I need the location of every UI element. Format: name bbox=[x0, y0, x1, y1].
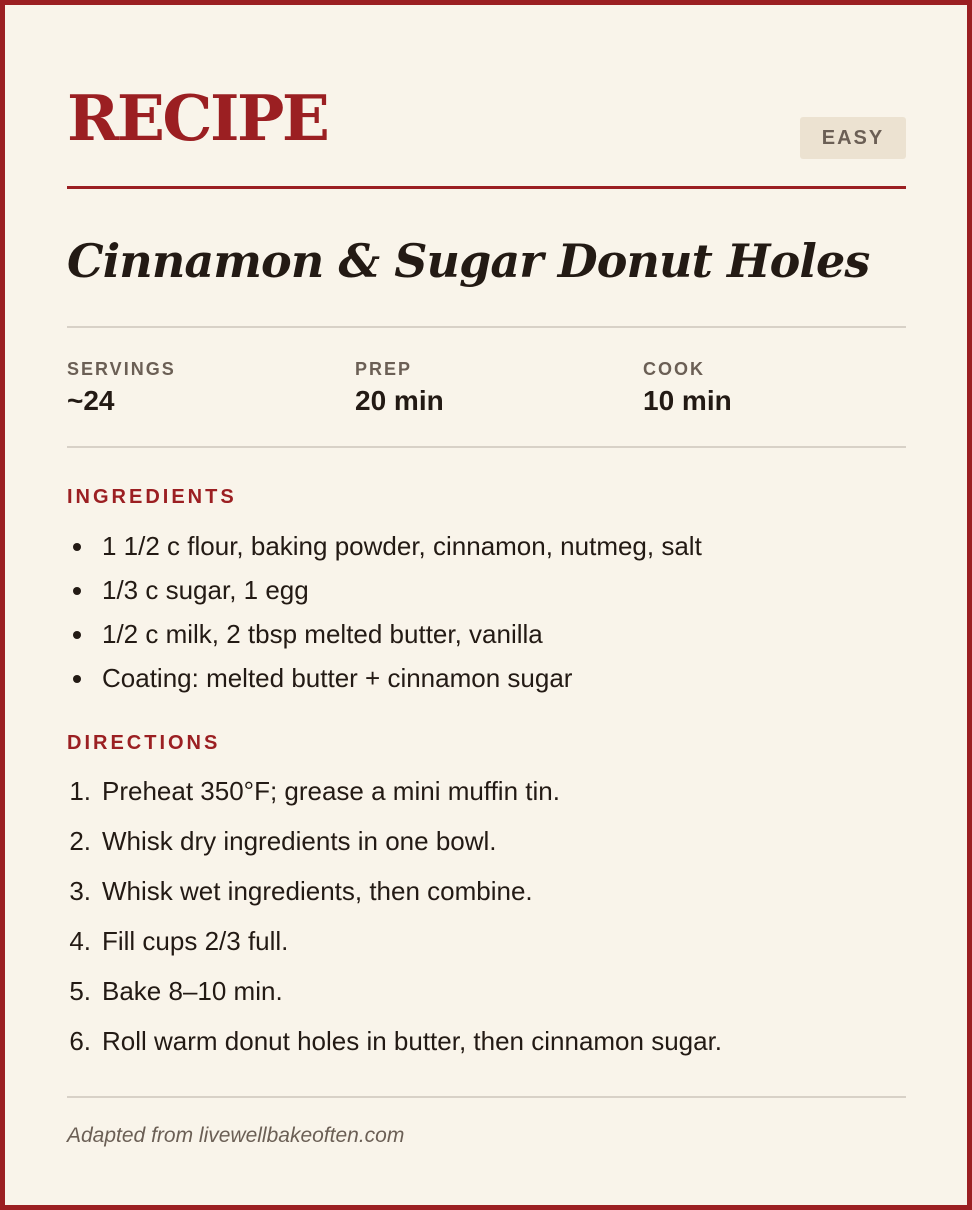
directions-heading: DIRECTIONS bbox=[67, 732, 221, 754]
bullet-icon bbox=[73, 587, 81, 595]
step-text: Preheat 350°F; grease a mini muffin tin. bbox=[102, 776, 560, 806]
bullet-icon bbox=[73, 631, 81, 639]
ingredient-item bbox=[67, 524, 906, 568]
step-text: Fill cups 2/3 full. bbox=[102, 926, 289, 956]
ingredient-text: 1/2 c milk, 2 tbsp melted butter, vanilla bbox=[102, 619, 543, 649]
step-number: 1. bbox=[69, 776, 91, 806]
ingredients-heading: INGREDIENTS bbox=[67, 486, 237, 508]
ingredient-item bbox=[67, 568, 906, 612]
ingredient-item bbox=[67, 656, 906, 700]
divider-top bbox=[67, 326, 906, 328]
step-number: 2. bbox=[69, 826, 91, 856]
source-attribution: Adapted from livewellbakeoften.com bbox=[67, 1124, 405, 1147]
cook-label: COOK bbox=[643, 359, 705, 379]
recipe-brand-title: RECIPE bbox=[67, 81, 328, 155]
difficulty-badge: EASY bbox=[800, 117, 906, 159]
recipe-meta bbox=[67, 355, 906, 425]
step-number: 5. bbox=[69, 976, 91, 1006]
cook-value: 10 min bbox=[643, 385, 732, 416]
servings-value: ~24 bbox=[67, 385, 115, 416]
ingredients-list bbox=[67, 524, 906, 700]
recipe-header bbox=[67, 81, 906, 189]
prep-info bbox=[355, 355, 605, 420]
direction-step bbox=[57, 816, 906, 866]
ingredient-text: Coating: melted butter + cinnamon sugar bbox=[102, 663, 573, 693]
step-number: 3. bbox=[69, 876, 91, 906]
step-text: Bake 8–10 min. bbox=[102, 976, 283, 1006]
direction-step bbox=[57, 916, 906, 966]
ingredient-text: 1 1/2 c flour, baking powder, cinnamon, nutmeg, salt bbox=[102, 531, 702, 561]
direction-step bbox=[57, 966, 906, 1016]
recipe-title: Cinnamon & Sugar Donut Holes bbox=[67, 234, 870, 288]
direction-step bbox=[57, 866, 906, 916]
prep-value: 20 min bbox=[355, 385, 444, 416]
divider-meta bbox=[67, 446, 906, 448]
direction-step bbox=[57, 1016, 906, 1066]
step-number: 6. bbox=[69, 1026, 91, 1056]
ingredient-item bbox=[67, 612, 906, 656]
step-text: Whisk dry ingredients in one bowl. bbox=[102, 826, 497, 856]
ingredient-text: 1/3 c sugar, 1 egg bbox=[102, 575, 309, 605]
direction-step bbox=[57, 766, 906, 816]
bullet-icon bbox=[73, 543, 81, 551]
step-text: Whisk wet ingredients, then combine. bbox=[102, 876, 533, 906]
prep-label: PREP bbox=[355, 359, 413, 379]
cook-info bbox=[643, 355, 893, 420]
servings-info bbox=[67, 355, 317, 420]
directions-list bbox=[57, 766, 906, 1066]
bullet-icon bbox=[73, 675, 81, 683]
step-number: 4. bbox=[69, 926, 91, 956]
divider-footer bbox=[67, 1096, 906, 1098]
step-text: Roll warm donut holes in butter, then cinnamon sugar. bbox=[102, 1026, 723, 1056]
servings-label: SERVINGS bbox=[67, 359, 176, 379]
